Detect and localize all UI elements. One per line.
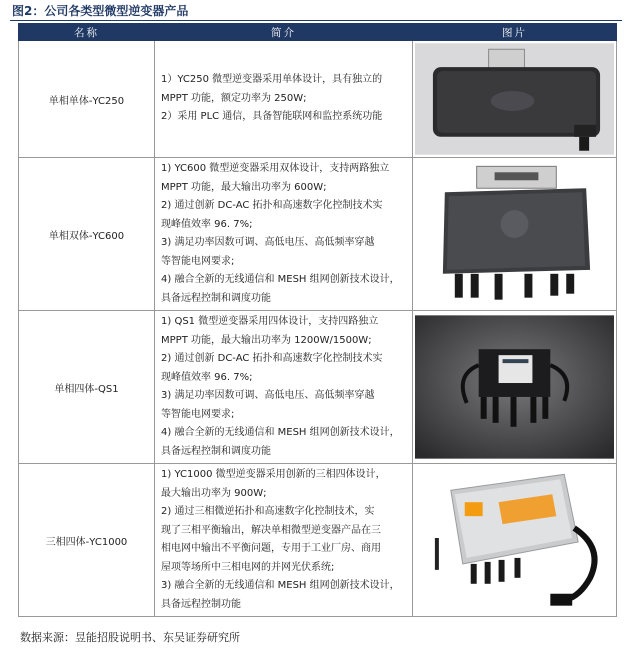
header-pic: 图片 [413, 24, 617, 41]
desc-line: 2) 通过创新 DC-AC 拓扑和高速数字化控制技术实 [161, 353, 383, 364]
desc-line: 最大输出功率为 900W; [161, 487, 267, 499]
title-rule [10, 20, 622, 21]
yc600-product-photo [415, 162, 614, 306]
desc-line: MPPT 功能，额定功率为 250W; [161, 92, 307, 104]
desc-line: 3) 满足功率因数可调、高低电压、高低频率穿越 [161, 390, 375, 401]
desc-line: 2）采用 PLC 通信，具备智能联网和监控系统功能 [161, 111, 383, 123]
desc-line: 1) YC1000 微型逆变器采用创新的三相四体设计， [161, 469, 386, 480]
desc-line: 3) 融合全新的无线通信和 MESH 组网创新技术设计， [161, 580, 400, 591]
product-pic-cell [413, 41, 617, 158]
desc-line: 现峰值效率 96. 7%; [161, 218, 253, 230]
desc-line: 1) YC600 微型逆变器采用双体设计，支持两路独立 [161, 163, 390, 174]
table-row [19, 41, 617, 158]
desc-line: 4) 融合全新的无线通信和 MESH 组网创新技术设计， [161, 274, 400, 285]
product-desc [155, 311, 413, 464]
desc-line: 等智能电网要求; [161, 255, 235, 267]
yc1000-product-photo [415, 468, 614, 613]
product-name: 单相单体-YC250 [19, 41, 155, 158]
product-desc [155, 41, 413, 158]
table-header-row [19, 24, 617, 41]
product-desc [155, 464, 413, 617]
product-pic-cell [413, 464, 617, 617]
product-name: 三相四体-YC1000 [19, 464, 155, 617]
desc-line: 现峰值效率 96. 7%; [161, 371, 253, 383]
yc250-product-photo [415, 43, 614, 155]
figure-title: 图2：公司各类型微型逆变器产品 [12, 4, 189, 18]
desc-line: 具备远程控制和调度功能 [161, 292, 271, 304]
qs1-product-photo [415, 315, 614, 459]
header-name: 名称 [19, 24, 155, 41]
table-row [19, 464, 617, 617]
desc-line: 屋项等场所中三相电网的并网光伏系统; [161, 561, 335, 573]
product-pic-cell [413, 311, 617, 464]
product-name: 单相四体-QS1 [19, 311, 155, 464]
product-name: 单相双体-YC600 [19, 158, 155, 311]
header-desc: 简介 [155, 24, 413, 41]
product-desc [155, 158, 413, 311]
product-table [18, 23, 617, 617]
desc-line: 1) QS1 微型逆变器采用四体设计，支持四路独立 [161, 316, 379, 327]
desc-line: 等智能电网要求; [161, 408, 235, 420]
data-source: 数据来源：昱能招股说明书、东吴证券研究所 [20, 631, 240, 644]
desc-line: 现了三相平衡输出，解决单相微型逆变器产品在三 [161, 524, 381, 536]
table-row [19, 311, 617, 464]
desc-line: 具备远程控制功能 [161, 598, 241, 610]
desc-line: MPPT 功能，最大输出功率为 1200W/1500W; [161, 334, 372, 346]
table-row [19, 158, 617, 311]
desc-line: 具备远程控制和调度功能 [161, 445, 271, 457]
desc-line: MPPT 功能，最大输出功率为 600W; [161, 181, 327, 193]
desc-line: 2) 通过三相微逆拓扑和高速数字化控制技术，实 [161, 506, 375, 517]
desc-line: 3) 满足功率因数可调、高低电压、高低频率穿越 [161, 237, 375, 248]
desc-line: 2) 通过创新 DC-AC 拓扑和高速数字化控制技术实 [161, 200, 383, 211]
desc-line: 1）YC250 微型逆变器采用单体设计，具有独立的 [161, 74, 383, 86]
desc-line: 相电网中输出不平衡问题，专用于工业厂房、商用 [161, 543, 381, 554]
product-pic-cell [413, 158, 617, 311]
desc-line: 4) 融合全新的无线通信和 MESH 组网创新技术设计， [161, 427, 400, 438]
